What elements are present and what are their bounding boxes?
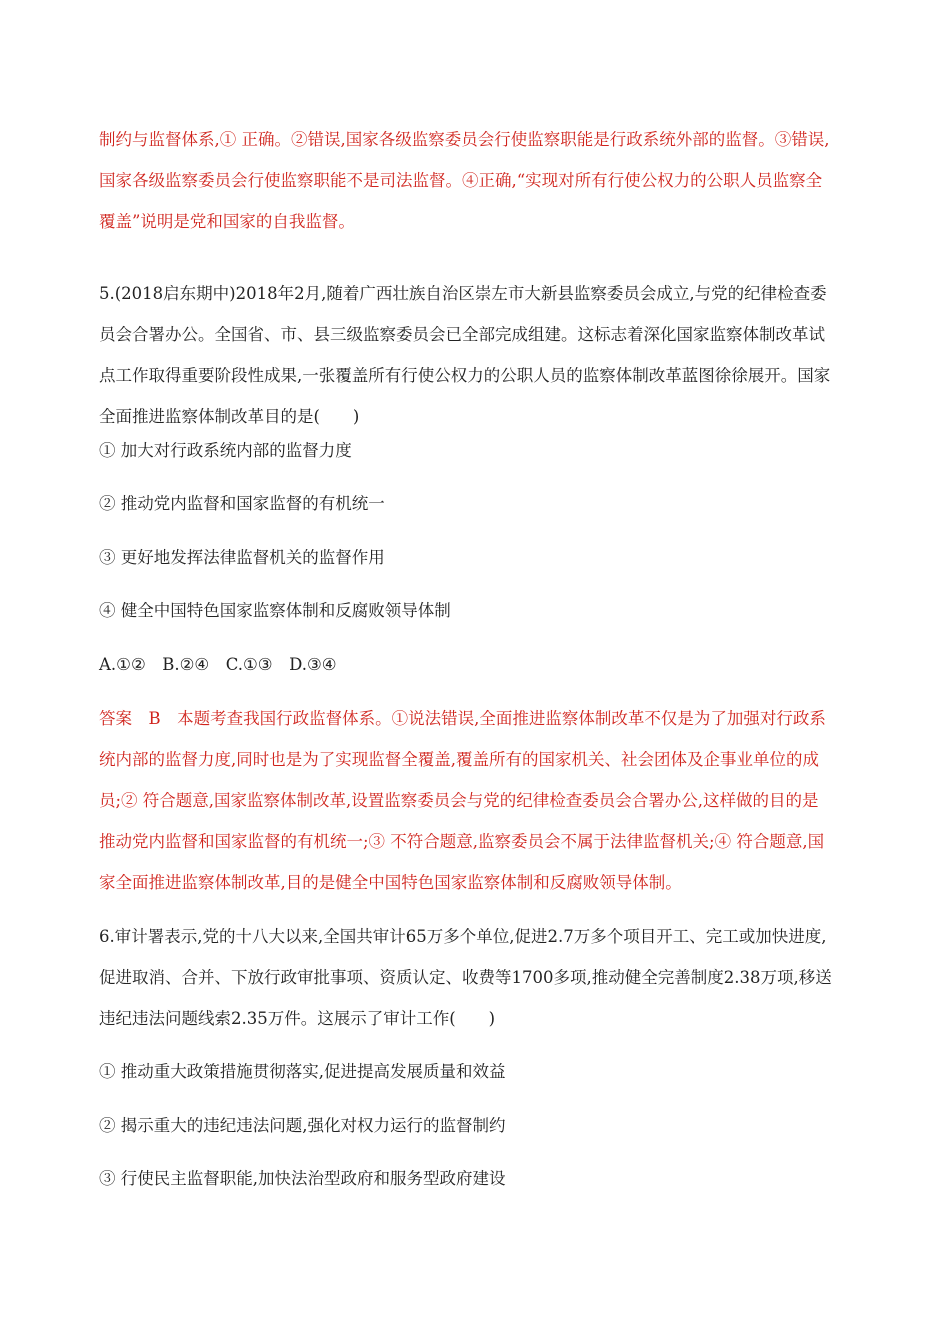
explanation-line: 国家各级监察委员会行使监察职能不是司法监督。④正确,“实现对所有行使公权力的公职人员监察全 [99,171,823,190]
question-6-stem [99,916,859,1039]
question-5-option [99,483,859,524]
explanation-top [99,119,859,242]
explanation-line: 覆盖”说明是党和国家的自我监督。 [99,212,355,231]
question-stem-line: 6.审计署表示,党的十八大以来,全国共审计65万多个单位,促进2.7万多个项目开工、完工或加快进度, [99,927,827,946]
option-text: ① 加大对行政系统内部的监督力度 [99,441,352,460]
answer-line: 家全面推进监察体制改革,目的是健全中国特色国家监察体制和反腐败领导体制。 [99,873,682,892]
option-text: ② 推动党内监督和国家监督的有机统一 [99,494,385,513]
question-stem-line: 促进取消、合并、下放行政审批事项、资质认定、收费等1700多项,推动健全完善制度2.38万项,移送 [99,968,832,987]
option-text: ③ 行使民主监督职能,加快法治型政府和服务型政府建设 [99,1169,506,1188]
question-6-option [99,1051,859,1092]
question-6-option [99,1158,859,1199]
option-text: ② 揭示重大的违纪违法问题,强化对权力运行的监督制约 [99,1116,506,1135]
answer-line: 推动党内监督和国家监督的有机统一;③ 不符合题意,监察委员会不属于法律监督机关;④ 符合题意,国 [99,832,825,851]
question-5-option [99,537,859,578]
question-stem-line: 违纪违法问题线索2.35万件。这展示了审计工作( ) [99,1009,496,1028]
answer-line: 员;② 符合题意,国家监察体制改革,设置监察委员会与党的纪律检查委员会合署办公,这样做的目的是 [99,791,819,810]
question-stem-line: 员会合署办公。全国省、市、县三级监察委员会已全部完成组建。这标志着深化国家监察体制改革试 [99,325,825,344]
question-6-option [99,1105,859,1146]
option-text: ① 推动重大政策措施贯彻落实,促进提高发展质量和效益 [99,1062,506,1081]
question-stem-line: 全面推进监察体制改革目的是( ) [99,407,360,426]
question-stem-line: 点工作取得重要阶段性成果,一张覆盖所有行使公权力的公职人员的监察体制改革蓝图徐徐展开。国家 [99,366,831,385]
option-text: ③ 更好地发挥法律监督机关的监督作用 [99,548,385,567]
option-text: ④ 健全中国特色国家监察体制和反腐败领导体制 [99,601,451,620]
answer-line: 答案 B 本题考查我国行政监督体系。①说法错误,全面推进监察体制改革不仅是为了加强对行政系 [99,709,826,728]
question-5-stem [99,273,859,437]
question-5-choices [99,644,859,685]
question-stem-line: 5.(2018启东期中)2018年2月,随着广西壮族自治区崇左市大新县监察委员会成立,与党的纪律检查委 [99,284,827,303]
choices-text: A.①② B.②④ C.①③ D.③④ [99,655,337,674]
question-5-option [99,430,859,471]
question-5-option [99,590,859,631]
answer-line: 统内部的监督力度,同时也是为了实现监督全覆盖,覆盖所有的国家机关、社会团体及企事业单位的成 [99,750,819,769]
question-5-answer [99,698,859,903]
explanation-line: 制约与监督体系,① 正确。②错误,国家各级监察委员会行使监察职能是行政系统外部的监督。③错误, [99,130,830,149]
